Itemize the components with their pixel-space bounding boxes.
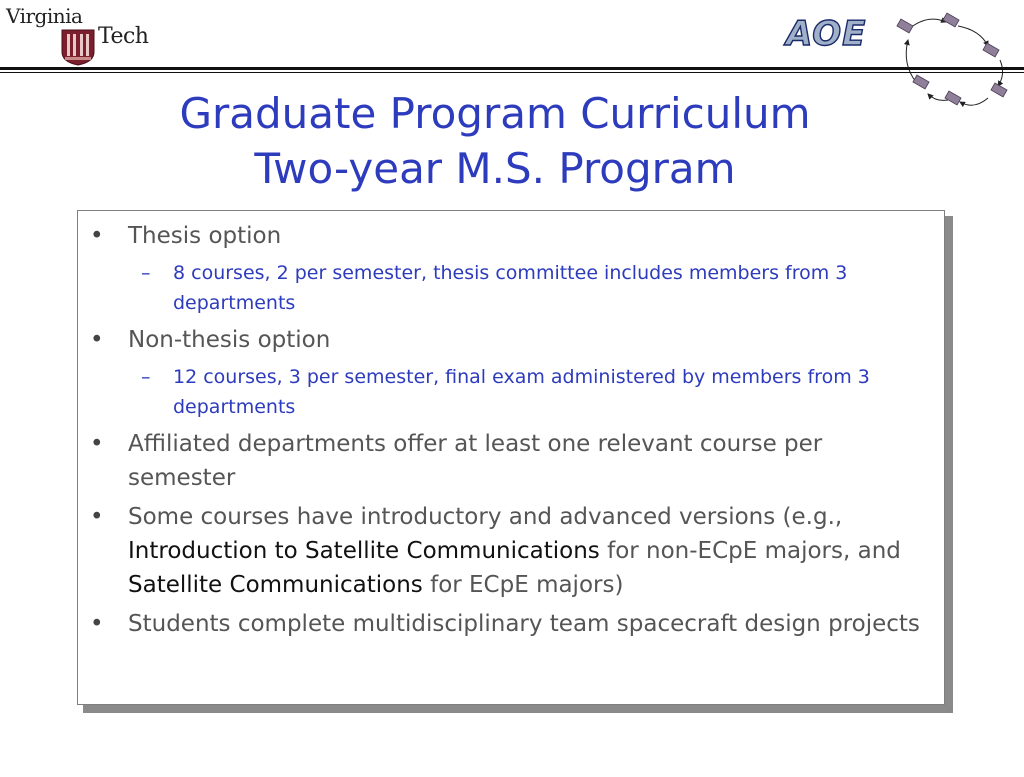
bullet-dot: • [90,223,104,249]
bullet-text: Students complete multidisciplinary team spacecraft design projects [128,611,920,637]
sub-bullet-text: 12 courses, 3 per semester, final exam administered by members from 3 departments [173,366,870,418]
title-line-1: Graduate Program Curriculum [179,89,811,138]
satellite-orbit-icon [888,8,1018,120]
header-rule-thin [0,72,1024,73]
bullet-text: Affiliated departments offer at least one relevant course per semester [128,431,823,491]
vt-shield-icon [60,28,96,66]
course-name-intro-satcom: Introduction to Satellite Communications [128,538,600,564]
bullet-dot: • [90,611,104,637]
bullet-text-part3: for ECpE majors) [422,572,624,598]
title-line-2: Two-year M.S. Program [254,144,736,193]
slide-title [100,86,890,196]
sub-bullet-dash: – [141,366,151,388]
bullet-non-thesis-option [78,323,946,357]
course-name-satcom: Satellite Communications [128,572,423,598]
sub-bullet-dash: – [141,262,151,284]
bullet-text-part2: for non-ECpE majors, and [599,538,901,564]
bullet-thesis-option [78,219,946,253]
bullet-dot: • [90,327,104,353]
bullet-text: Non-thesis option [128,327,331,353]
content-box [77,210,945,705]
sub-bullet-non-thesis [78,362,946,422]
bullet-list [78,219,946,646]
bullet-text: Thesis option [128,223,282,249]
logo-tech-text: Tech [98,24,149,49]
bullet-affiliated-departments [78,427,946,495]
logo-virginia-text: Virginia [6,4,83,28]
sub-bullet-thesis [78,258,946,318]
bullet-dot: • [90,504,104,530]
bullet-dot: • [90,431,104,457]
bullet-course-versions [78,500,946,602]
header-rule-thick [0,67,1024,70]
aoe-logo-text: AOE [786,14,867,54]
bullet-text-part1: Some courses have introductory and advanced versions (e.g., [128,504,843,530]
virginia-tech-logo [4,2,154,68]
sub-bullet-text: 8 courses, 2 per semester, thesis committee includes members from 3 departments [173,262,848,314]
bullet-design-projects [78,607,946,641]
